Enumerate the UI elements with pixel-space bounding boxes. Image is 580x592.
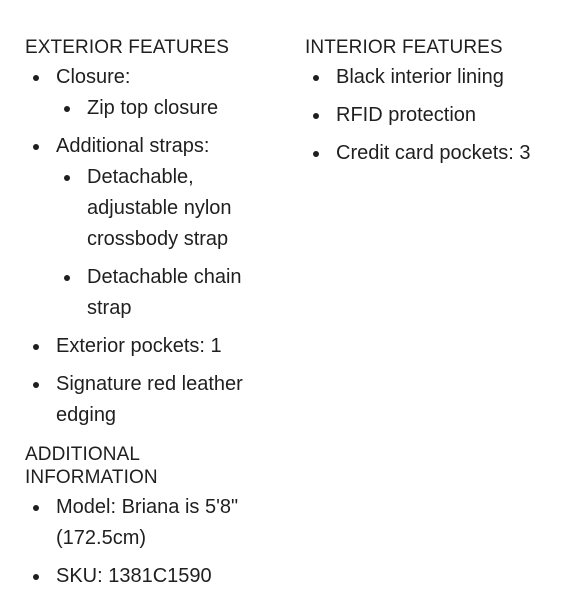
interior-features-list <box>305 62 575 169</box>
list-item-nylon-strap: Detachable, adjustable nylon crossbody strap <box>56 162 275 255</box>
straps-sublist <box>56 162 275 324</box>
list-item-interior-lining: Black interior lining <box>305 62 575 93</box>
list-item-additional-straps <box>25 131 275 324</box>
closure-sublist <box>56 93 275 124</box>
list-item-edging: Signature red leather edging <box>25 369 275 431</box>
closure-label: Closure: <box>56 66 131 88</box>
additional-information-title: ADDITIONAL INFORMATION <box>25 444 158 488</box>
additional-information-list <box>25 492 275 592</box>
exterior-features-title: EXTERIOR FEATURES <box>25 37 230 58</box>
list-item-rfid: RFID protection <box>305 100 575 131</box>
list-item-exterior-pockets: Exterior pockets: 1 <box>25 331 275 362</box>
straps-label: Additional straps: <box>56 135 210 157</box>
right-column <box>305 36 575 169</box>
interior-features-title: INTERIOR FEATURES <box>305 37 503 58</box>
list-item-chain-strap: Detachable chain strap <box>56 262 275 324</box>
list-item-sku: SKU: 1381C1590 <box>25 561 275 592</box>
list-item-card-pockets: Credit card pockets: 3 <box>305 138 575 169</box>
exterior-features-list <box>25 62 275 431</box>
list-item-closure <box>25 62 275 124</box>
left-column <box>25 36 275 592</box>
list-item-model: Model: Briana is 5'8" (172.5cm) <box>25 492 275 554</box>
list-item-zip-top: Zip top closure <box>56 93 275 124</box>
